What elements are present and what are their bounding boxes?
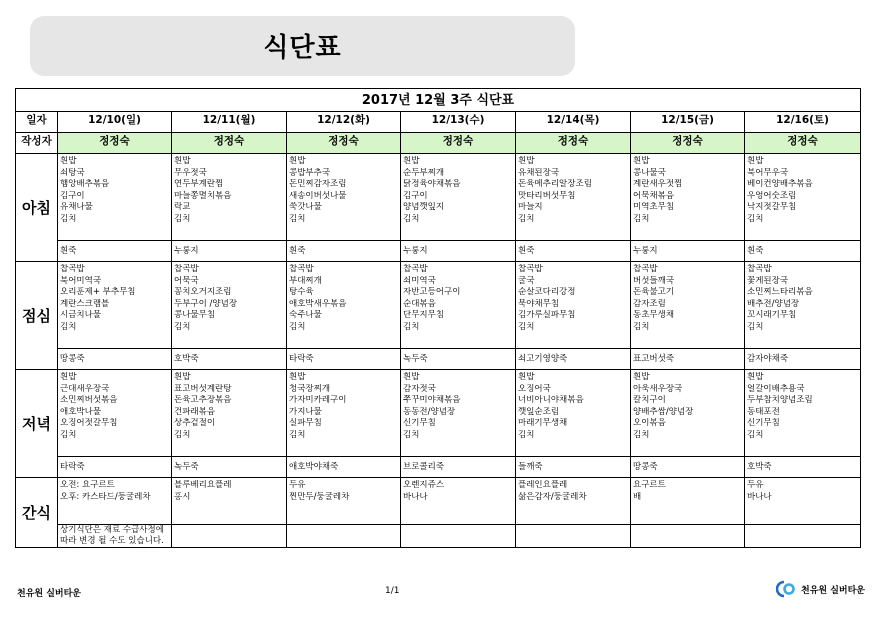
menu-cell: [401, 478, 516, 548]
menu-item: 오렌지쥬스: [403, 480, 445, 490]
porridge-item: 흰죽: [58, 240, 171, 261]
menu-item: 닭정육야채볶음: [403, 179, 461, 189]
porridge-item: 쇠고기영양죽: [516, 348, 630, 369]
menu-item: 콩밥부추국: [289, 167, 331, 178]
menu-item: 돈민찌감자조림: [289, 179, 347, 189]
menu-cell: [631, 262, 745, 370]
menu-cell: [172, 478, 287, 548]
menu-item: 김치: [403, 321, 420, 332]
author-cell-2: 정정숙: [287, 133, 401, 154]
date-header-4: 12/14(목): [516, 112, 631, 133]
date-header-0: 12/10(일): [58, 112, 172, 133]
menu-items: [631, 262, 744, 348]
meal-label: 저녁: [16, 370, 58, 478]
menu-item: 신기무침: [403, 418, 436, 428]
menu-item: 베이컨양배추볶음: [747, 179, 813, 189]
menu-item: 무우젓국: [174, 167, 207, 178]
menu-items: [58, 370, 171, 456]
menu-item: 얼갈이배추용국: [747, 383, 805, 394]
menu-item: 흰밥: [289, 156, 306, 166]
porridge-item: 브로콜리죽: [401, 456, 515, 477]
menu-item: 찹곡밥: [289, 264, 314, 274]
menu-item: 쇠미역국: [403, 275, 436, 286]
menu-items: [401, 262, 515, 348]
menu-item: 건파래볶음: [174, 406, 216, 417]
menu-item: 콩나물국: [633, 167, 666, 178]
menu-item: 락교: [174, 202, 191, 212]
meal-row: [16, 370, 861, 478]
notice-text: [401, 524, 515, 547]
menu-item: 칼치구이: [633, 395, 666, 405]
menu-item: 흰밥: [403, 156, 420, 166]
menu-item: 애호박나물: [60, 406, 102, 417]
menu-item: 신기무침: [747, 418, 780, 428]
menu-item: 오징어국: [518, 383, 551, 394]
menu-item: 김치: [633, 429, 650, 440]
menu-item: 흰밥: [518, 372, 535, 382]
menu-item: 부대찌개: [289, 275, 322, 286]
menu-item: 콩나물무침: [174, 310, 216, 320]
menu-item: 계란새우젓찜: [633, 179, 683, 189]
menu-item: 근대새우장국: [60, 383, 110, 394]
menu-item: 새송이버섯나물: [289, 190, 347, 201]
menu-item: 계란스크램블: [60, 298, 110, 309]
menu-items: [631, 370, 744, 456]
menu-item: 햄앙배추볶음: [60, 179, 110, 189]
menu-item: 흰밥: [633, 156, 650, 166]
porridge-item: 땅콩죽: [631, 456, 744, 477]
menu-item: 김구이: [60, 190, 85, 201]
meal-row: [16, 262, 861, 370]
menu-item: 찹곡밥: [174, 264, 199, 274]
menu-item: 소민찌버섯볶음: [60, 395, 118, 405]
menu-item: 단무지무침: [403, 310, 445, 320]
menu-item: 김치: [289, 213, 306, 224]
menu-item: 연두부계란찜: [174, 179, 224, 189]
porridge-item: 타락죽: [287, 348, 400, 369]
menu-items: [745, 370, 860, 456]
porridge-item: 누룽지: [172, 240, 286, 261]
notice-text: 상기식단은 재료 수급사정에 따라 변경 될 수도 있습니다.: [58, 524, 171, 547]
menu-item: 김치: [403, 429, 420, 440]
menu-item: 오후: 카스타드/둥굴레차: [60, 491, 151, 502]
menu-item: 김치: [403, 213, 420, 224]
menu-item: 김치: [60, 213, 77, 224]
date-header-label: 일자: [16, 112, 58, 133]
menu-items: [516, 262, 630, 348]
menu-cell: [631, 478, 745, 548]
menu-item: 오징어젓갈무침: [60, 418, 118, 428]
menu-item: 돈육불고기: [633, 287, 675, 297]
menu-item: 김치: [518, 321, 535, 332]
menu-item: 애호박새우볶음: [289, 298, 347, 309]
menu-items: [172, 262, 286, 348]
menu-item: 흰밥: [60, 372, 77, 382]
menu-item: 흰밥: [518, 156, 535, 166]
menu-table: [15, 88, 861, 548]
menu-item: 어묵국: [174, 275, 199, 286]
notice-text: [516, 524, 630, 547]
menu-item: 북어무우국: [747, 167, 789, 178]
menu-items: [58, 154, 171, 240]
menu-cell: [58, 154, 172, 262]
menu-item: 바나나: [747, 491, 772, 502]
menu-item: 숙주나물: [289, 310, 322, 320]
menu-item: 흰밥: [174, 372, 191, 382]
menu-cell: [287, 262, 401, 370]
author-header-label: 작성자: [16, 133, 58, 154]
porridge-item: 누룽지: [631, 240, 744, 261]
menu-item: 탕수육: [289, 287, 314, 297]
menu-item: 묵야채무침: [518, 298, 560, 309]
notice-text: [631, 524, 744, 547]
porridge-item: 녹두죽: [172, 456, 286, 477]
menu-item: 가지나물: [289, 406, 322, 417]
menu-item: 동동전/양념장: [403, 406, 456, 417]
menu-item: 김치: [174, 321, 191, 332]
porridge-item: 들깨죽: [516, 456, 630, 477]
date-header-3: 12/13(수): [401, 112, 516, 133]
logo-label: 천유원 실버타운: [801, 585, 865, 596]
menu-cell: [287, 370, 401, 478]
menu-cell: [516, 370, 631, 478]
date-header-2: 12/12(화): [287, 112, 401, 133]
menu-items: [287, 478, 400, 524]
menu-items: [172, 370, 286, 456]
menu-item: 김구이: [403, 190, 428, 201]
menu-items: [516, 478, 630, 524]
notice-text: [287, 524, 400, 547]
menu-cell: [631, 370, 745, 478]
menu-item: 우엉어숫조림: [747, 190, 797, 201]
author-cell-4: 정정숙: [516, 133, 631, 154]
author-cell-1: 정정숙: [172, 133, 287, 154]
menu-item: 김치: [518, 429, 535, 440]
menu-item: 쭈꾸미야채볶음: [403, 395, 461, 405]
menu-item: 아욱새우장국: [633, 383, 683, 394]
menu-cell: [516, 262, 631, 370]
date-header-1: 12/11(월): [172, 112, 287, 133]
menu-items: [172, 478, 286, 524]
menu-cell: [745, 478, 861, 548]
menu-item: 돈육고추장볶음: [174, 395, 232, 405]
menu-item: 북어미역국: [60, 275, 102, 286]
notice-text: [745, 524, 860, 547]
menu-item: 맛타리버섯무침: [518, 190, 576, 201]
author-cell-6: 정정숙: [745, 133, 861, 154]
menu-item: 꽃게된장국: [747, 275, 789, 286]
menu-cell: [745, 154, 861, 262]
porridge-item: 흰죽: [745, 240, 860, 261]
menu-cell: [172, 370, 287, 478]
menu-item: 마래기무생채: [518, 418, 568, 428]
meal-row: [16, 478, 861, 548]
menu-item: 김치: [289, 429, 306, 440]
menu-items: [287, 262, 400, 348]
menu-item: 너비아니야채볶음: [518, 395, 584, 405]
menu-items: [516, 154, 630, 240]
menu-item: 오이볶음: [633, 418, 666, 428]
menu-cell: [401, 370, 516, 478]
menu-item: 찹곡밥: [518, 264, 543, 274]
menu-item: 흰밥: [633, 372, 650, 382]
menu-items: [172, 154, 286, 240]
meal-label: 아침: [16, 154, 58, 262]
menu-item: 청국장찌개: [289, 383, 331, 394]
menu-item: 감자조림: [633, 298, 666, 309]
menu-item: 찹곡밥: [747, 264, 772, 274]
author-cell-0: 정정숙: [58, 133, 172, 154]
menu-item: 돈육메추리알장조림: [518, 179, 592, 189]
menu-items: [745, 154, 860, 240]
porridge-item: 누룽지: [401, 240, 515, 261]
porridge-item: 호박죽: [172, 348, 286, 369]
menu-item: 낙지젓갈무침: [747, 202, 797, 212]
menu-item: 마늘쫑멸치볶음: [174, 190, 232, 201]
menu-items: [745, 262, 860, 348]
menu-items: [745, 478, 860, 524]
author-cell-5: 정정숙: [631, 133, 745, 154]
title-banner: [30, 16, 575, 76]
menu-item: 어묵채볶음: [633, 190, 675, 201]
menu-item: 김가루실파무침: [518, 310, 576, 320]
menu-item: 순두부찌개: [403, 167, 445, 178]
porridge-item: 표고버섯죽: [631, 348, 744, 369]
menu-cell: [58, 262, 172, 370]
menu-item: 김치: [747, 429, 764, 440]
menu-item: 꽁치오거지조림: [174, 287, 232, 297]
porridge-item: 감자야채죽: [745, 348, 860, 369]
menu-items: [401, 478, 515, 524]
menu-item: 순대볶음: [403, 298, 436, 309]
menu-item: 가자미카레구이: [289, 395, 347, 405]
menu-item: 배: [633, 491, 642, 502]
meal-label: 간식: [16, 478, 58, 548]
menu-cell: [516, 154, 631, 262]
menu-cell: [58, 370, 172, 478]
menu-cell: [287, 478, 401, 548]
menu-item: 김치: [174, 213, 191, 224]
porridge-item: 타락죽: [58, 456, 171, 477]
menu-cell: [172, 154, 287, 262]
menu-item: 버섯들깨국: [633, 275, 675, 286]
menu-cell: [745, 370, 861, 478]
menu-items: [401, 154, 515, 240]
menu-item: 흰밥: [60, 156, 77, 166]
menu-item: 미역초무침: [633, 202, 675, 212]
menu-item: 실파무침: [289, 418, 322, 428]
menu-item: 김치: [747, 213, 764, 224]
menu-item: 흰밥: [747, 372, 764, 382]
menu-cell: [172, 262, 287, 370]
menu-cell: [401, 262, 516, 370]
menu-item: 배추전/양념장: [747, 298, 800, 309]
menu-item: 블루베리요플레: [174, 480, 232, 490]
menu-item: 순살코다리강정: [518, 287, 576, 297]
menu-item: 삶은감자/둥굴레차: [518, 491, 587, 502]
menu-item: 두부참치양념조림: [747, 395, 813, 405]
menu-item: 표고버섯계란탕: [174, 383, 232, 394]
menu-items: [631, 478, 744, 524]
menu-items: [287, 370, 400, 456]
menu-item: 깻잎순조림: [518, 406, 560, 417]
menu-item: 김치: [174, 429, 191, 440]
menu-cell: [516, 478, 631, 548]
menu-item: 오전: 요구르트: [60, 480, 115, 490]
menu-item: 찐만두/둥굴레차: [289, 491, 350, 502]
menu-item: 자반고등어구이: [403, 287, 461, 297]
date-header-5: 12/15(금): [631, 112, 745, 133]
menu-cell: [58, 478, 172, 548]
menu-item: 바나나: [403, 491, 428, 502]
menu-item: 홍시: [174, 491, 191, 502]
notice-text: [172, 524, 286, 547]
menu-item: 찹곡밥: [60, 264, 85, 274]
porridge-item: 호박죽: [745, 456, 860, 477]
menu-item: 소민찌느타리볶음: [747, 287, 813, 297]
menu-item: 김치: [633, 321, 650, 332]
menu-item: 흰밥: [747, 156, 764, 166]
menu-item: 김치: [633, 213, 650, 224]
menu-item: 양념깻잎지: [403, 202, 445, 212]
menu-item: 유채나물: [60, 202, 93, 212]
date-header-6: 12/16(토): [745, 112, 861, 133]
page-number: 1/1: [385, 586, 400, 596]
menu-item: 찹곡밥: [633, 264, 658, 274]
menu-item: 두유: [747, 480, 764, 490]
menu-item: 꼬시래기무침: [747, 310, 797, 320]
menu-item: 김치: [747, 321, 764, 332]
menu-item: 김치: [518, 213, 535, 224]
menu-item: 흰밥: [403, 372, 420, 382]
menu-items: [516, 370, 630, 456]
menu-item: 쑥갓나물: [289, 202, 322, 212]
menu-item: 오리훈제+ 부추무침: [60, 287, 136, 297]
menu-item: 흰밥: [174, 156, 191, 166]
porridge-item: 녹두죽: [401, 348, 515, 369]
menu-cell: [631, 154, 745, 262]
porridge-item: 애호박야채죽: [287, 456, 400, 477]
menu-item: 마늘지: [518, 202, 543, 212]
menu-item: 유채된장국: [518, 167, 560, 178]
menu-items: [401, 370, 515, 456]
meal-label: 점심: [16, 262, 58, 370]
menu-item: 두유: [289, 480, 306, 490]
menu-item: 동태포전: [747, 406, 780, 417]
logo-icon: [776, 580, 798, 598]
porridge-item: 땅콩죽: [58, 348, 171, 369]
menu-item: 동초무생채: [633, 310, 675, 320]
menu-items: [58, 262, 171, 348]
menu-items: [58, 478, 171, 524]
menu-item: 상추겉절이: [174, 418, 216, 428]
menu-cell: [745, 262, 861, 370]
menu-cell: [401, 154, 516, 262]
menu-item: 양배추쌈/양념장: [633, 406, 694, 417]
footer-org-name: 천유원 실버타운: [17, 589, 81, 599]
menu-item: 쇠탕국: [60, 167, 85, 178]
menu-items: [287, 154, 400, 240]
menu-items: [631, 154, 744, 240]
porridge-item: 흰죽: [516, 240, 630, 261]
menu-item: 찹곡밥: [403, 264, 428, 274]
footer-logo: [776, 580, 865, 598]
menu-item: 김치: [60, 429, 77, 440]
menu-item: 요구르트: [633, 480, 666, 490]
page-title: 식단표: [263, 33, 342, 63]
menu-cell: [287, 154, 401, 262]
porridge-item: 흰죽: [287, 240, 400, 261]
menu-item: 플레인요플레: [518, 480, 568, 490]
author-cell-3: 정정숙: [401, 133, 516, 154]
menu-item: 흰밥: [289, 372, 306, 382]
table-caption: 2017년 12월 3주 식단표: [16, 89, 861, 112]
menu-item: 두부구이 /양념장: [174, 298, 238, 309]
menu-item: 김치: [289, 321, 306, 332]
menu-item: 감자젓국: [403, 383, 436, 394]
menu-item: 시금치나물: [60, 310, 102, 320]
meal-row: [16, 154, 861, 262]
menu-item: 김치: [60, 321, 77, 332]
menu-item: 굴국: [518, 275, 535, 286]
